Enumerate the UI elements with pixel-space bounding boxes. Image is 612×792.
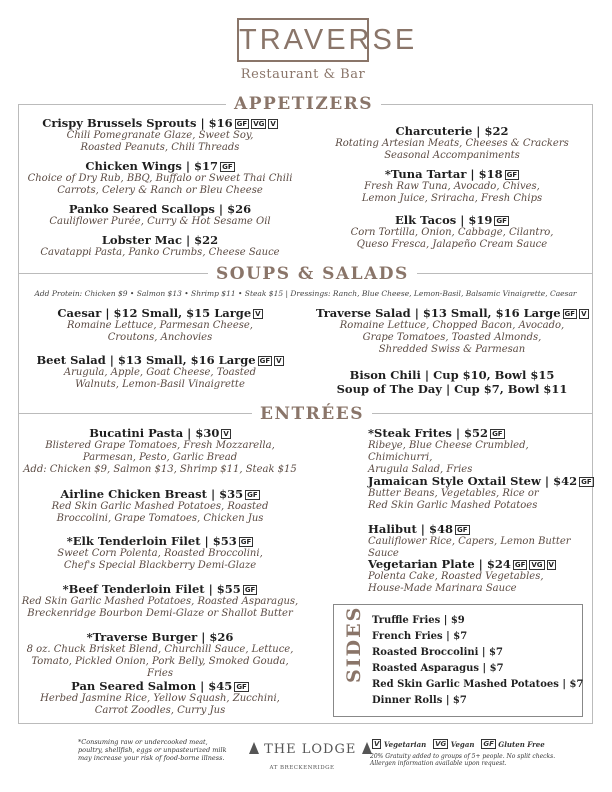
item-description: Arugula Salad, Fries bbox=[368, 464, 473, 475]
lodge-subtitle: AT BRECKENRIDGE bbox=[269, 765, 335, 771]
gluten-free-icon: GF bbox=[514, 561, 526, 569]
menu-item bbox=[24, 202, 296, 228]
soups-salads-heading: SOUPS & SALADS bbox=[208, 264, 417, 284]
item-description: Sweet Corn Polenta, Roasted Broccolini, bbox=[57, 548, 263, 559]
item-title: *Traverse Burger | $26 bbox=[86, 630, 234, 644]
item-title: Chicken Wings | $17 bbox=[85, 159, 219, 173]
item-title: *Elk Tenderloin Filet | $53 bbox=[66, 534, 237, 548]
item-description: Cauliflower Rice, Capers, Lemon Butter Sauce bbox=[368, 536, 571, 559]
gluten-free-icon: GF bbox=[564, 310, 576, 318]
item-description: Ribeye, Blue Cheese Crumbled, Chimichurri, bbox=[368, 440, 529, 463]
menu-item bbox=[368, 474, 592, 512]
item-description: Walnuts, Lemon-Basil Vinaigrette bbox=[75, 379, 245, 390]
gluten-free-icon: GF bbox=[244, 586, 256, 594]
item-title: Beet Salad | $13 Small, $16 Large bbox=[36, 353, 256, 367]
item-description: Red Skin Garlic Mashed Potatoes, Roasted bbox=[51, 501, 269, 512]
item-description: Croutons, Anchovies bbox=[107, 332, 213, 343]
item-description: Add: Chicken $9, Salmon $13, Shrimp $11, Steak $15 bbox=[23, 464, 297, 475]
gluten-free-icon: GF bbox=[492, 430, 503, 438]
vegetarian-icon: V bbox=[374, 740, 380, 748]
menu-item bbox=[368, 557, 588, 595]
protein-addon-note: Add Protein: Chicken $9 • Salmon $13 • Shrimp $11 • Steak $15 | Dressings: Ranch, Blue Cheese, Lemon-Basil, Balsamic Vinaigrette, Caesar bbox=[34, 289, 577, 298]
item-description: Chef's Special Blackberry Demi-Glaze bbox=[63, 560, 257, 571]
item-description: Queso Fresca, Jalapeño Cream Sauce bbox=[356, 239, 548, 250]
item-title: Crispy Brussels Sprouts | $16 bbox=[42, 116, 233, 130]
item-description: Herbed Jasmine Rice, Yellow Squash, Zucchini, bbox=[40, 693, 280, 704]
menu-item bbox=[24, 306, 296, 344]
item-title: Halibut | $48 bbox=[368, 522, 453, 536]
menu-item bbox=[24, 159, 296, 197]
appetizers-heading: APPETIZERS bbox=[226, 94, 381, 114]
menu-item bbox=[24, 233, 296, 259]
allergen-line: Allergen information available upon request. bbox=[370, 760, 507, 767]
gluten-free-icon: GF bbox=[247, 491, 258, 499]
vegetarian-icon: V bbox=[548, 561, 554, 569]
gluten-free-icon: GF bbox=[236, 120, 248, 128]
item-description: Romaine Lettuce, Parmesan Cheese, bbox=[67, 320, 253, 331]
gratuity-note bbox=[370, 753, 595, 767]
item-description: Parmesan, Pesto, Garlic Bread bbox=[82, 452, 238, 463]
vegetarian-icon: V bbox=[276, 357, 282, 365]
disclaimer-line: poultry, shellfish, eggs or unpasteurized milk bbox=[78, 746, 227, 754]
dietary-legend bbox=[370, 739, 585, 749]
item-title: Bison Chili | Cup $10, Bowl $15 bbox=[349, 368, 555, 382]
item-description: Cauliflower Purée, Curry & Hot Sesame Oil bbox=[49, 216, 271, 227]
item-title: *Tuna Tartar | $18 bbox=[384, 167, 503, 181]
item-title: Caesar | $12 Small, $15 Large bbox=[57, 306, 252, 320]
item-description: Fresh Raw Tuna, Avocado, Chives, bbox=[364, 181, 540, 192]
gluten-free-icon: GF bbox=[222, 163, 233, 171]
side-item: French Fries | $7 bbox=[372, 631, 468, 642]
item-description: Breckenridge Bourbon Demi-Glaze or Shallot Butter bbox=[27, 608, 293, 619]
item-description: Butter Beans, Vegetables, Rice or bbox=[368, 488, 539, 499]
side-item: Dinner Rolls | $7 bbox=[372, 695, 467, 706]
item-description: Lemon Juice, Sriracha, Fresh Chips bbox=[361, 193, 543, 204]
item-description: Shredded Swiss & Parmesan bbox=[378, 344, 526, 355]
gluten-free-icon: GF bbox=[240, 538, 252, 546]
vegetarian-icon: V bbox=[223, 430, 229, 438]
entrees-heading: ENTRÉES bbox=[252, 404, 372, 424]
tree-icon bbox=[249, 742, 259, 754]
menu-item bbox=[316, 306, 588, 356]
item-title: Soup of The Day | Cup $7, Bowl $11 bbox=[336, 382, 568, 396]
item-title: Bucatini Pasta | $30 bbox=[89, 426, 220, 440]
item-description: Arugula, Apple, Goat Cheese, Toasted bbox=[63, 367, 257, 378]
item-description: House-Made Marinara Sauce bbox=[368, 583, 517, 594]
item-description: Red Skin Garlic Mashed Potatoes bbox=[368, 500, 538, 511]
gluten-free-icon: GF bbox=[259, 357, 271, 365]
side-item: Red Skin Garlic Mashed Potatoes | $7 bbox=[372, 679, 584, 690]
item-description: Broccolini, Grape Tomatoes, Chicken Jus bbox=[56, 513, 264, 524]
disclaimer-line: may increase your risk of food-borne illness. bbox=[78, 754, 225, 762]
menu-item bbox=[316, 167, 588, 205]
vegetarian-icon: V bbox=[255, 310, 261, 318]
item-description: Rotating Artesian Meats, Cheeses & Crackers bbox=[335, 138, 569, 149]
menu-item bbox=[24, 116, 296, 154]
vegan-icon: VG bbox=[531, 561, 543, 569]
vegetarian-icon: V bbox=[270, 120, 276, 128]
menu-item bbox=[368, 426, 588, 476]
item-title: Lobster Mac | $22 bbox=[101, 233, 219, 247]
item-title: Vegetarian Plate | $24 bbox=[368, 557, 511, 571]
gratuity-line: 20% Gratuity added to groups of 5+ people. No split checks. bbox=[370, 753, 556, 760]
item-title: *Steak Frites | $52 bbox=[368, 426, 489, 440]
gluten-free-icon: GF bbox=[506, 171, 518, 179]
item-description: Tomato, Pickled Onion, Pork Belly, Smoked Gouda, Fries bbox=[31, 656, 289, 679]
restaurant-subtitle: Restaurant & Bar bbox=[240, 67, 366, 82]
item-title: *Beef Tenderloin Filet | $55 bbox=[62, 582, 241, 596]
menu-item bbox=[316, 124, 588, 162]
item-description: Romaine Lettuce, Chopped Bacon, Avocado, bbox=[339, 320, 565, 331]
item-title: Airline Chicken Breast | $35 bbox=[60, 487, 244, 501]
sides-heading: SIDES bbox=[343, 605, 365, 683]
item-description: Cavatappi Pasta, Panko Crumbs, Cheese Sauce bbox=[40, 247, 280, 258]
menu-item bbox=[24, 353, 296, 391]
gluten-free-icon: GF bbox=[456, 526, 468, 534]
vegan-icon: VG bbox=[253, 120, 265, 128]
gluten-free-icon: GF bbox=[236, 683, 247, 691]
item-title: Jamaican Style Oxtail Stew | $42 bbox=[368, 474, 578, 488]
item-description: Polenta Cake, Roasted Vegetables, bbox=[368, 571, 544, 582]
raw-food-disclaimer bbox=[78, 738, 248, 762]
vegan-icon: VG bbox=[435, 740, 447, 748]
item-description: Chili Pomegranate Glaze, Sweet Soy, bbox=[66, 130, 254, 141]
menu-item bbox=[20, 582, 300, 620]
menu-item bbox=[316, 368, 588, 396]
item-title: Elk Tacos | $19 bbox=[395, 213, 493, 227]
item-title: Pan Seared Salmon | $45 bbox=[71, 679, 233, 693]
item-description: Roasted Peanuts, Chili Threads bbox=[80, 142, 240, 153]
gluten-free-icon: GF bbox=[581, 478, 592, 486]
menu-item bbox=[20, 679, 300, 717]
item-description: Corn Tortilla, Onion, Cabbage, Cilantro, bbox=[350, 227, 554, 238]
item-description: Blistered Grape Tomatoes, Fresh Mozzarella, bbox=[45, 440, 275, 451]
menu-item bbox=[20, 487, 300, 525]
item-description: Carrots, Celery & Ranch or Bleu Cheese bbox=[57, 185, 263, 196]
legend-vegetarian: Vegetarian bbox=[383, 740, 427, 749]
disclaimer-line: *Consuming raw or undercooked meat, bbox=[78, 738, 208, 746]
legend-vegan: Vegan bbox=[450, 740, 475, 749]
item-description: Choice of Dry Rub, BBQ, Buffalo or Sweet Thai Chili bbox=[27, 173, 293, 184]
menu-item bbox=[368, 522, 588, 560]
item-title: Panko Seared Scallops | $26 bbox=[68, 202, 252, 216]
side-item: Roasted Asparagus | $7 bbox=[372, 663, 504, 674]
item-description: Red Skin Garlic Mashed Potatoes, Roasted Asparagus, bbox=[21, 596, 299, 607]
restaurant-logo: TRAVERSE bbox=[237, 18, 369, 62]
item-description: Carrot Zoodles, Curry Jus bbox=[94, 705, 226, 716]
item-title: Traverse Salad | $13 Small, $16 Large bbox=[316, 306, 561, 320]
item-description: 8 oz. Chuck Brisket Blend, Churchill Sauce, Lettuce, bbox=[26, 644, 294, 655]
menu-item bbox=[20, 426, 300, 476]
side-item: Roasted Broccolini | $7 bbox=[372, 647, 503, 658]
lodge-name: THE LODGE bbox=[264, 742, 357, 757]
menu-item bbox=[316, 213, 588, 251]
item-description: Seasonal Accompaniments bbox=[384, 150, 520, 161]
vegetarian-icon: V bbox=[581, 310, 587, 318]
gluten-free-icon: GF bbox=[483, 740, 494, 748]
side-item: Truffle Fries | $9 bbox=[372, 615, 465, 626]
menu-item bbox=[20, 630, 300, 680]
item-description: Grape Tomatoes, Toasted Almonds, bbox=[362, 332, 542, 343]
gluten-free-icon: GF bbox=[496, 217, 507, 225]
menu-item bbox=[20, 534, 300, 572]
item-title: Charcuterie | $22 bbox=[395, 124, 509, 138]
lodge-logo bbox=[249, 742, 359, 757]
legend-gluten-free: Gluten Free bbox=[498, 740, 545, 749]
